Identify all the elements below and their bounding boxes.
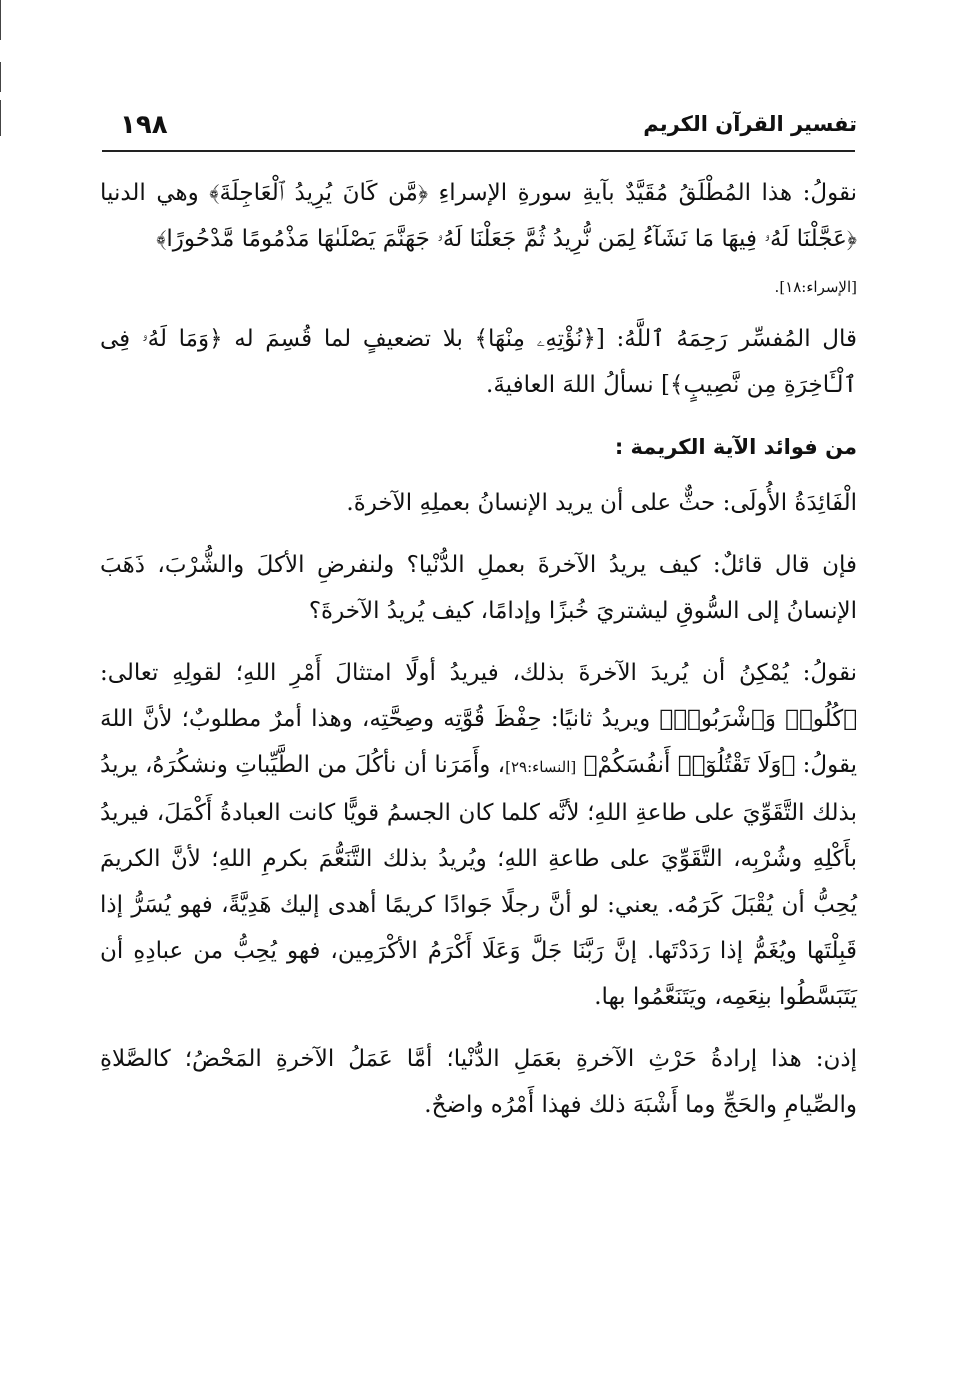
section-heading: من فوائد الآية الكريمة :: [614, 435, 857, 459]
header-divider: [102, 150, 855, 152]
paragraph-5-citation: [النساء:٢٩]: [505, 758, 577, 776]
paragraph-6: إذن: هذا إرادةُ حَرْثِ الآخرةِ بعَمَلِ الدُّنْيا؛ أمَّا عَمَلُ الآخرةِ المَحْضُ؛ كالصَّلاةِ والصِّيامِ والحَجِّ وما أَشْبَهَ ذلك فهذا أَمْرُه واضحٌ.: [100, 1046, 858, 1118]
page-header: [100, 112, 857, 152]
paragraph-1-citation: [الإسراء:١٨].: [774, 278, 857, 296]
paragraph-5-text-b: ، وأَمَرَنا أن نأكُلَ من الطَّيِّباتِ ونشكُرَهُ، يريدُ بذلك التَّقَوِّيَ على طاعةِ اللهِ؛ لأنَّه كلما كان الجسمُ قويًّا كانت العبادةُ أَكْمَلَ، فيريدُ بأَكْلِهِ وشُرْبِه، التَّقَوِّيَ على طاعةِ اللهِ؛ ويُريدُ بذلك التَّنَعُّمَ بكرمِ اللهِ؛ لأنَّ الكريمَ يُحِبُّ أن يُقْبَلَ كَرَمُه. يعني: لو أنَّ رجلًا جَوادًا كريمًا أهدى إليك هَدِيَّةً، فهو يُسَرُّ إذا قَبِلْتَها ويُغَمُّ إذا رَدَدْتَها. إنَّ رَبَّنَا جَلَّ وَعَلَا أَكْرَمُ الأكْرَمِين، فهو يُحِبُّ من عبادِهِ أن يَتَبَسَّطُوا بنِعَمِه، ويَتَنَعَّمُوا بها.: [100, 752, 857, 1010]
book-title: تفسير القرآن الكريم: [643, 112, 857, 136]
page-number: ١٩٨: [120, 110, 168, 140]
paragraph-3: الْفَائِدَةُ الأُولَى: حثٌّ على أن يريد الإنسانُ بعملِهِ الآخرةَ.: [346, 490, 857, 516]
paragraph-1: [100, 170, 857, 310]
paragraph-2: قال المُفسِّر رَحِمَهُ ٱللَّهُ: [﴿نُؤْتِهِۦ مِنْهَا﴾ بلا تضعيفٍ لما قُسِمَ له ﴿وَمَا لَهُۥ فِى ٱلْـَٔاخِرَةِ مِن نَّصِيبٍ﴾] نسألُ اللهَ العافيةَ.: [100, 326, 857, 398]
paragraph-1-text: نقولُ: هذا المُطْلَقُ مُقَيَّدٌ بآيةِ سورةِ الإسراءِ ﴿مَّن كَانَ يُرِيدُ ٱلْعَاجِلَةَ﴾ وهي الدنيا ﴿عَجَّلْنَا لَهُۥ فِيهَا مَا نَشَآءُ لِمَن نُّرِيدُ ثُمَّ جَعَلْنَا لَهُۥ جَهَنَّمَ يَصْلَىٰهَا مَذْمُومًا مَّدْحُورًا﴾: [100, 180, 857, 252]
paragraph-5-text-a: نقولُ: يُمْكِنُ أن يُريدَ الآخرةَ بذلك، فيريدُ أولًا امتثالَ أَمْرِ اللهِ؛ لقولِهِ تعالى: ﴿كُلُوا۟ وَٱشْرَبُوا۟﴾ ويريدُ ثانيًا: حِفْظَ قُوَّتِه وصِحَّتِه، وهذا أمرٌ مطلوبٌ؛ لأنَّ اللهَ يقولُ: ﴿وَلَا تَقْتُلُوٓا۟ أَنفُسَكُمْ﴾: [100, 660, 858, 778]
scan-edge-marks: [0, 0, 4, 140]
paragraph-4: فإن قال قائلٌ: كيف يريدُ الآخرةَ بعملِ الدُّنْيا؟ ولنفرضِ الأكلَ والشُّرْبَ، ذَهَبَ الإنسانُ إلى السُّوقِ ليشتريَ خُبزًا وإدامًا، كيف يُريدُ الآخرةَ؟: [100, 552, 857, 624]
paragraph-5: [100, 650, 857, 1020]
page-body: [100, 170, 857, 1144]
